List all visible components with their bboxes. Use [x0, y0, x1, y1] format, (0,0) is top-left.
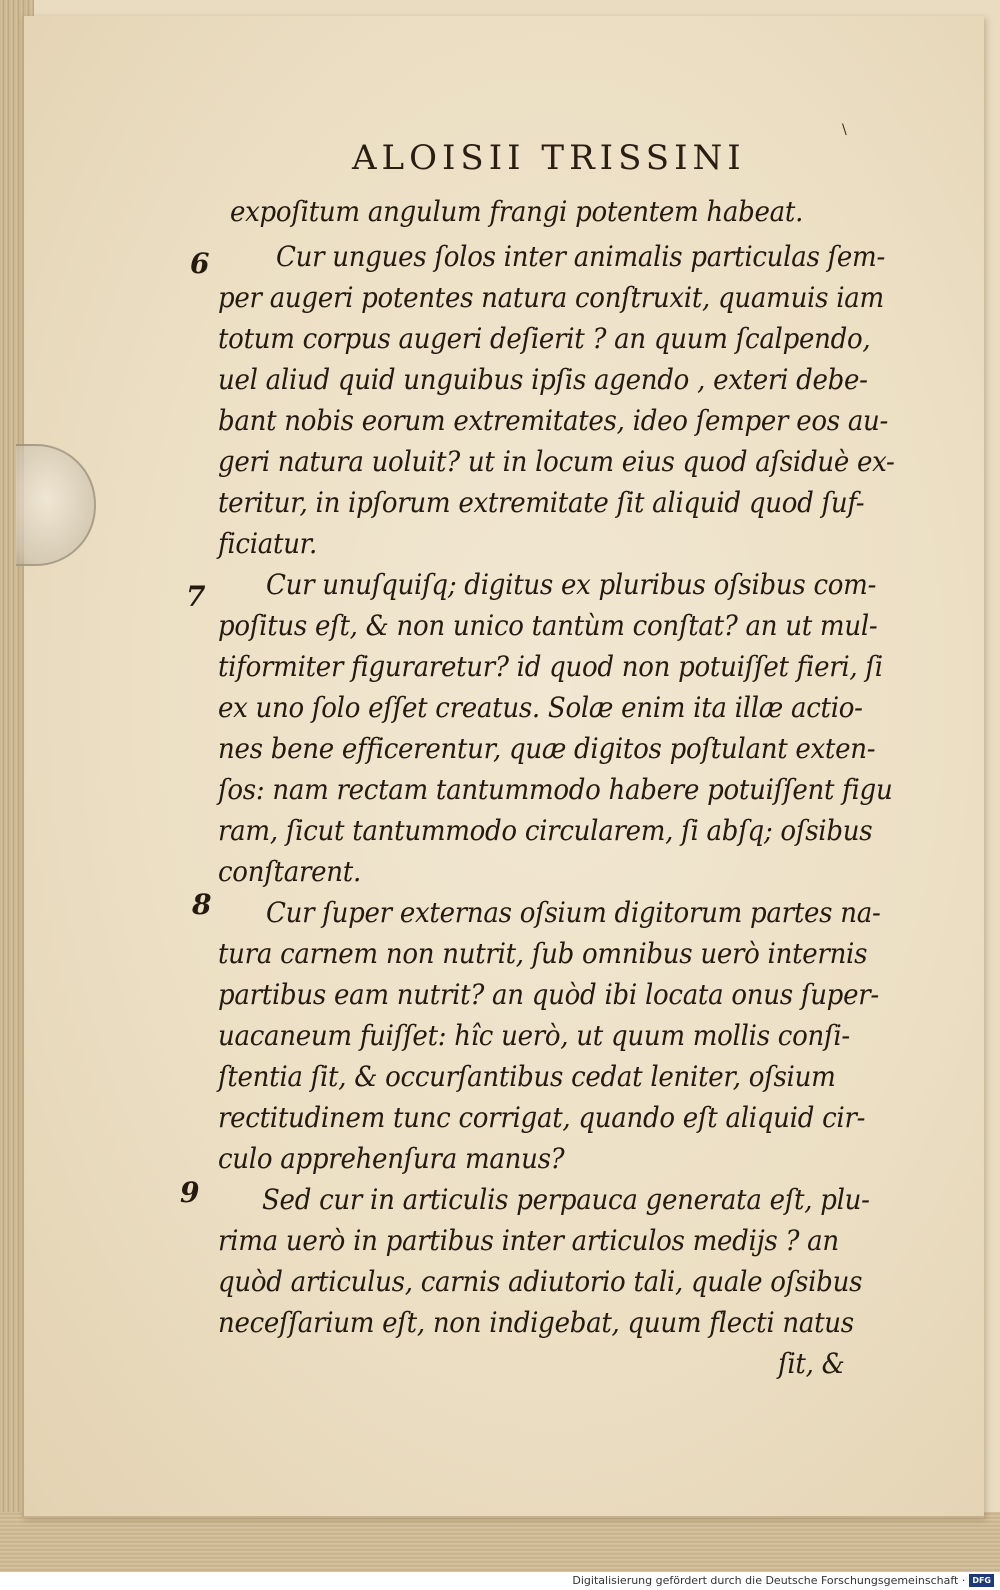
text-line: poſitus eſt, & non unico tantùm conſtat? an ut mul-: [218, 609, 878, 642]
text-line: ram, ſicut tantummodo circularem, ſi abſq; oſsibus: [218, 814, 873, 847]
catchword: ſit, &: [778, 1347, 845, 1380]
text-line: ex uno ſolo eſſet creatus. Solæ enim ita illæ actio-: [218, 691, 863, 724]
text-line: bant nobis eorum extremitates, ideo ſemper eos au-: [218, 404, 889, 437]
text-line: teritur, in ipſorum extremitate ſit aliquid quod ſuf-: [218, 486, 865, 519]
text-line: per augeri potentes natura conſtruxit, quamuis iam: [218, 281, 884, 314]
section-number-7: 7: [186, 580, 206, 613]
text-line: Sed cur in articulis perpauca generata eſt, plu-: [262, 1183, 870, 1216]
text-line: Cur ungues ſolos inter animalis particulas ſem-: [276, 240, 885, 273]
credit-text: Digitalisierung gefördert durch die Deutsche Forschungsgemeinschaft ·: [572, 1573, 966, 1587]
text-line: ſos: nam rectam tantummodo habere potuiſſent figu: [218, 773, 893, 806]
text-line: culo apprehenſura manus?: [218, 1142, 565, 1175]
section-number-9: 9: [180, 1176, 200, 1209]
text-line: uel aliud quid unguibus ipſis agendo , exteri debe-: [218, 363, 868, 396]
text-line: ſtentia ſit, & occurſantibus cedat leniter, oſsium: [218, 1060, 836, 1093]
running-head: ALOISII TRISSINI: [352, 138, 746, 178]
text-line: nes bene efficerentur, quæ digitos poſtulant exten-: [218, 732, 876, 765]
ink-tick-mark: \: [842, 122, 847, 138]
text-line: tura carnem non nutrit, ſub omnibus uerò internis: [218, 937, 868, 970]
text-line: totum corpus augeri deſierit ? an quum ſcalpendo,: [218, 322, 871, 355]
text-line: uacaneum fuiſſet: hîc uerò, ut quum mollis conſi-: [218, 1019, 850, 1052]
text-line: rima uerò in partibus inter articulos medijs ? an: [218, 1224, 839, 1257]
section-number-6: 6: [190, 247, 210, 280]
digitization-credit: [572, 1572, 994, 1588]
text-line: expoſitum angulum frangi potentem habeat.: [230, 195, 804, 228]
text-line: Cur unuſquiſq; digitus ex pluribus oſsibus com-: [266, 568, 877, 601]
book-bottom-edge: [0, 1512, 1000, 1572]
text-line: geri natura uoluit? ut in locum eius quod aſsiduè ex-: [218, 445, 895, 478]
text-line: conſtarent.: [218, 855, 361, 888]
text-line: tiformiter figuraretur? id quod non potuiſſet fieri, ſi: [218, 650, 883, 683]
text-line: ficiatur.: [218, 527, 318, 560]
section-number-8: 8: [192, 888, 212, 921]
text-line: neceſſarium eſt, non indigebat, quum flecti natus: [218, 1306, 854, 1339]
page-clip: [16, 444, 96, 566]
text-line: rectitudinem tunc corrigat, quando eſt aliquid cir-: [218, 1101, 866, 1134]
text-line: Cur ſuper externas oſsium digitorum partes na-: [266, 896, 881, 929]
text-line: quòd articulus, carnis adiutorio tali, quale oſsibus: [218, 1265, 863, 1298]
text-line: partibus eam nutrit? an quòd ibi locata onus ſuper-: [218, 978, 879, 1011]
dfg-logo: DFG: [969, 1574, 994, 1587]
